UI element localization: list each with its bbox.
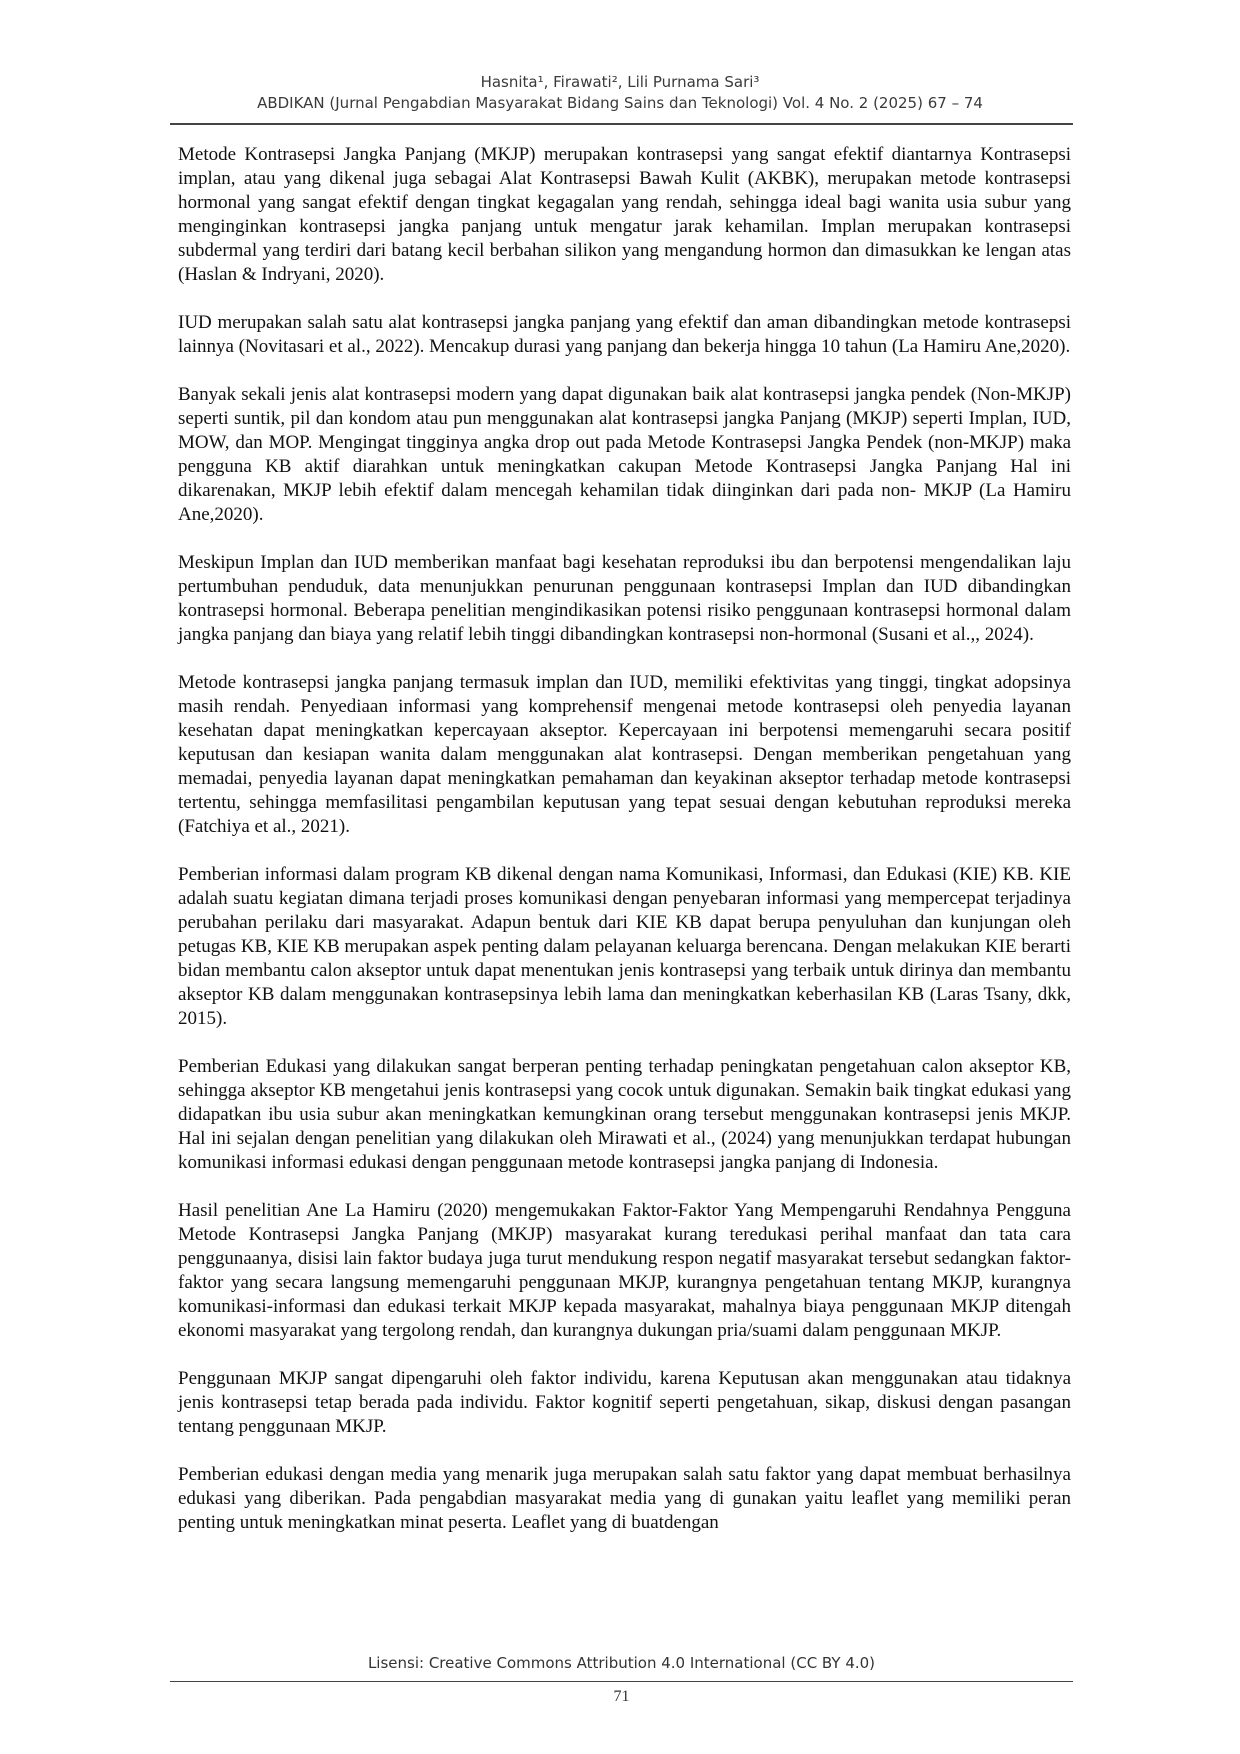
header-authors: Hasnita¹, Firawati², Lili Purnama Sari³ [480, 73, 760, 91]
paragraph-implant-iud-decline: Meskipun Implan dan IUD memberikan manfaat bagi kesehatan reproduksi ibu dan berpotensi mengendalikan laju pertumbuhan penduduk, data menunjukkan penurunan penggunaan kontrasepsi Implan dan IUD dibandingkan kontrasepsi hormonal. Beberapa penelitian mengindikasikan potensi risiko penggunaan kontrasepsi hormonal dalam jangka panjang dan biaya yang relatif lebih tinggi dibandingkan kontrasepsi non-hormonal (Susani et al.,, 2024). [178, 552, 1071, 645]
article-body [178, 143, 1071, 1559]
paragraph-adoption-rate: Metode kontrasepsi jangka panjang termasuk implan dan IUD, memiliki efektivitas yang tinggi, tingkat adopsinya masih rendah. Penyediaan informasi yang komprehensif mengenai metode kontrasepsi oleh penyedia layanan kesehatan dapat meningkatkan kepercayaan akseptor. Kepercayaan ini berpotensi memengaruhi secara positif keputusan dan kesiapan wanita dalam menggunakan alat kontrasepsi. Dengan memberikan pengetahuan yang memadai, penyedia layanan dapat meningkatkan pemahaman dan keyakinan akseptor terhadap metode kontrasepsi tertentu, sehingga memfasilitasi pengambilan keputusan yang tepat sesuai dengan kebutuhan reproduksi mereka (Fatchiya et al., 2021). [178, 672, 1071, 837]
paragraph-iud: IUD merupakan salah satu alat kontrasepsi jangka panjang yang efektif dan aman dibandingkan metode kontrasepsi lainnya (Novitasari et al., 2022). Mencakup durasi yang panjang dan bekerja hingga 10 tahun (La Hamiru Ane,2020). [178, 312, 1071, 357]
page-number: 71 [613, 1688, 630, 1705]
footer-divider [170, 1681, 1073, 1682]
running-header [170, 72, 1070, 114]
paragraph-contraceptive-types: Banyak sekali jenis alat kontrasepsi modern yang dapat digunakan baik alat kontrasepsi jangka pendek (Non-MKJP) seperti suntik, pil dan kondom atau pun menggunakan alat kontrasepsi jangka Panjang (MKJP) seperti Implan, IUD, MOW, dan MOP. Mengingat tingginya angka drop out pada Metode Kontrasepsi Jangka Pendek (non-MKJP) maka pengguna KB aktif diarahkan untuk meningkatkan cakupan Metode Kontrasepsi Jangka Panjang Hal ini dikarenakan, MKJP lebih efektif dalam mencegah kehamilan tidak diinginkan dari pada non- MKJP (La Hamiru Ane,2020). [178, 384, 1071, 525]
header-journal-citation: ABDIKAN (Jurnal Pengabdian Masyarakat Bidang Sains dan Teknologi) Vol. 4 No. 2 (2025) 67 – 74 [257, 94, 983, 112]
paragraph-education-media: Pemberian edukasi dengan media yang menarik juga merupakan salah satu faktor yang dapat membuat berhasilnya edukasi yang diberikan. Pada pengabdian masyarakat media yang di gunakan yaitu leaflet yang memiliki peran penting untuk meningkatkan minat peserta. Leaflet yang di buatdengan [178, 1464, 1071, 1533]
paragraph-education-role: Pemberian Edukasi yang dilakukan sangat berperan penting terhadap peningkatan pengetahuan calon akseptor KB, sehingga akseptor KB mengetahui jenis kontrasepsi yang cocok untuk digunakan. Semakin baik tingkat edukasi yang didapatkan ibu usia subur akan meningkatkan kemungkinan orang tersebut menggunakan kontrasepsi jenis MKJP. Hal ini sejalan dengan penelitian yang dilakukan oleh Mirawati et al., (2024) yang menunjukkan terdapat hubungan komunikasi informasi edukasi dengan penggunaan metode kontrasepsi jangka panjang di Indonesia. [178, 1056, 1071, 1173]
paragraph-research-findings: Hasil penelitian Ane La Hamiru (2020) mengemukakan Faktor-Faktor Yang Mempengaruhi Rendahnya Pengguna Metode Kontrasepsi Jangka Panjang (MKJP) masyarakat kurang teredukasi perihal manfaat dan tata cara penggunaanya, disisi lain faktor budaya juga turut mendukung respon negatif masyarakat tersebut sedangkan faktor-faktor yang secara langsung memengaruhi penggunaan MKJP, kurangnya pengetahuan tentang MKJP, kurangnya komunikasi-informasi dan edukasi terkait MKJP kepada masyarakat, mahalnya biaya penggunaan MKJP ditengah ekonomi masyarakat yang tergolong rendah, dan kurangnya dukungan pria/suami dalam penggunaan MKJP. [178, 1200, 1071, 1341]
paragraph-kie-kb: Pemberian informasi dalam program KB dikenal dengan nama Komunikasi, Informasi, dan Edukasi (KIE) KB. KIE adalah suatu kegiatan dimana terjadi proses komunikasi dengan penyebaran informasi yang mempercepat terjadinya perubahan perilaku dari masyarakat. Adapun bentuk dari KIE KB dapat berupa penyuluhan dan kunjungan oleh petugas KB, KIE KB merupakan aspek penting dalam pelayanan keluarga berencana. Dengan melakukan KIE berarti bidan membantu calon akseptor untuk dapat menentukan jenis kontrasepsi yang terbaik untuk dirinya dan membantu akseptor KB dalam menggunakan kontrasepsinya lebih lama dan meningkatkan keberhasilan KB (Laras Tsany, dkk, 2015). [178, 864, 1071, 1029]
paragraph-individual-factors: Penggunaan MKJP sangat dipengaruhi oleh faktor individu, karena Keputusan akan menggunakan atau tidaknya jenis kontrasepsi tetap berada pada individu. Faktor kognitif seperti pengetahuan, sikap, diskusi dengan pasangan tentang penggunaan MKJP. [178, 1368, 1071, 1437]
paragraph-mkjp-implant: Metode Kontrasepsi Jangka Panjang (MKJP) merupakan kontrasepsi yang sangat efektif diantarnya Kontrasepsi implan, atau yang dikenal juga sebagai Alat Kontrasepsi Bawah Kulit (AKBK), merupakan metode kontrasepsi hormonal yang sangat efektif dengan tingkat kegagalan yang rendah, sehingga ideal bagi wanita usia subur yang menginginkan kontrasepsi jangka panjang untuk mengatur jarak kehamilan. Implan merupakan kontrasepsi subdermal yang terdiri dari batang kecil berbahan silikon yang mengandung hormon dan dimasukkan ke lengan atas (Haslan & Indryani, 2020). [178, 144, 1071, 285]
header-divider [170, 123, 1073, 125]
license-footer: Lisensi: Creative Commons Attribution 4.0 International (CC BY 4.0) [367, 1654, 876, 1672]
